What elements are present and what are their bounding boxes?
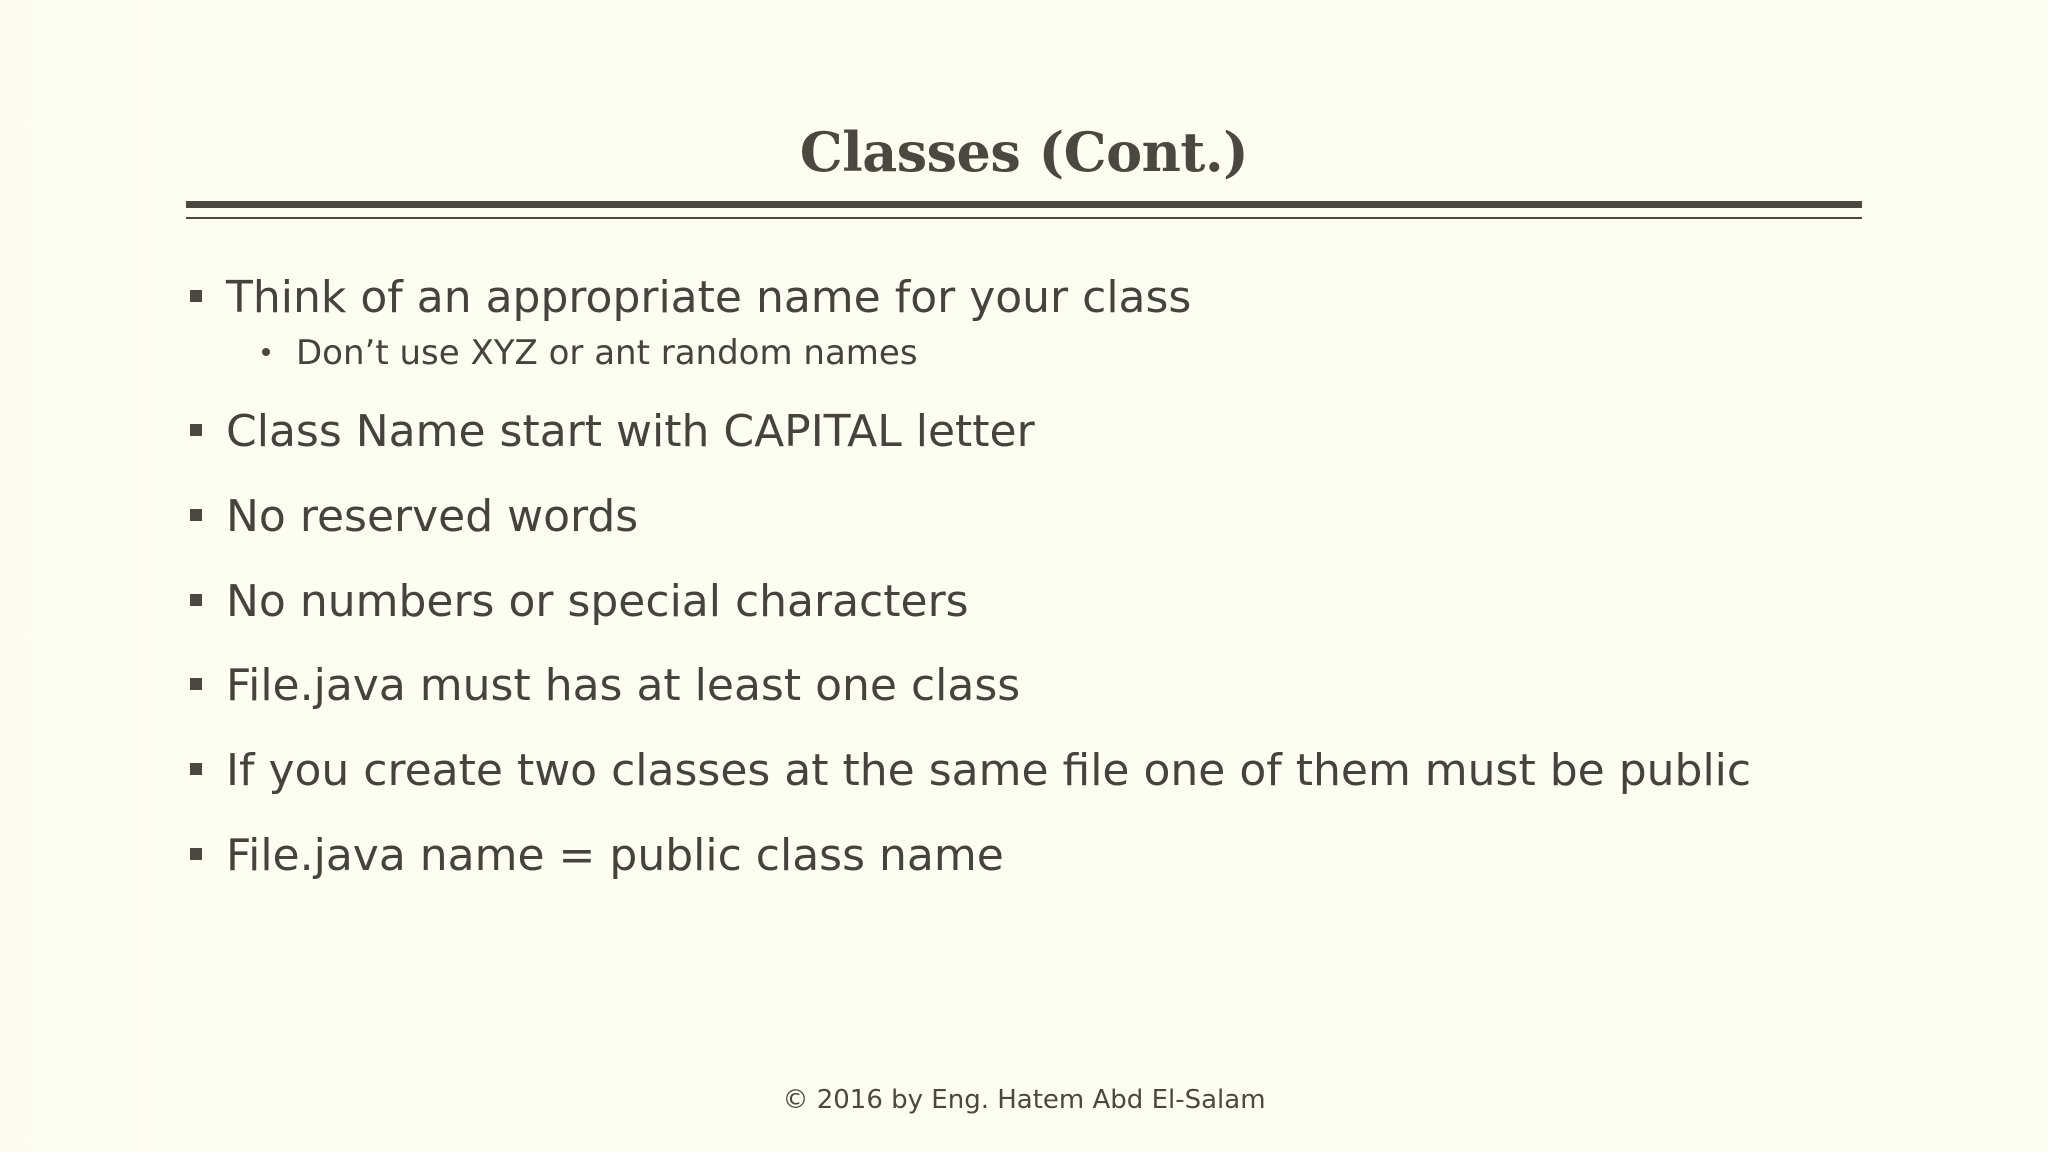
round-bullet-icon <box>262 348 270 356</box>
bullet-text: Class Name start with CAPITAL letter <box>226 406 1035 457</box>
square-bullet-icon <box>190 424 202 436</box>
bullet-text: File.java must has at least one class <box>226 660 1021 711</box>
footer-copyright: © 2016 by Eng. Hatem Abd El-Salam <box>782 1085 1266 1115</box>
bullet-item <box>190 574 969 630</box>
bullet-text: No reserved words <box>226 491 639 542</box>
square-bullet-icon <box>190 290 202 302</box>
bullet-item <box>190 828 1004 884</box>
square-bullet-icon <box>190 848 202 860</box>
title-rule-thin <box>186 217 1862 219</box>
bullet-item <box>190 658 1020 714</box>
sub-bullet-text: Don’t use XYZ or ant random names <box>296 333 918 373</box>
bullet-item <box>190 404 1035 460</box>
square-bullet-icon <box>190 509 202 521</box>
square-bullet-icon <box>190 678 202 690</box>
bullet-text: Think of an appropriate name for your class <box>226 272 1192 323</box>
bullet-text: File.java name = public class name <box>226 830 1004 881</box>
bullet-item <box>190 743 1751 799</box>
square-bullet-icon <box>190 763 202 775</box>
bullet-item <box>190 489 638 545</box>
title-rule-thick <box>186 201 1862 208</box>
square-bullet-icon <box>190 594 202 606</box>
slide-title: Classes (Cont.) <box>799 120 1249 184</box>
bullet-text: No numbers or special characters <box>226 576 969 627</box>
bullet-text: If you create two classes at the same file one of them must be public <box>226 745 1752 796</box>
sub-bullet-item <box>262 331 918 375</box>
bullet-item <box>190 270 1191 326</box>
